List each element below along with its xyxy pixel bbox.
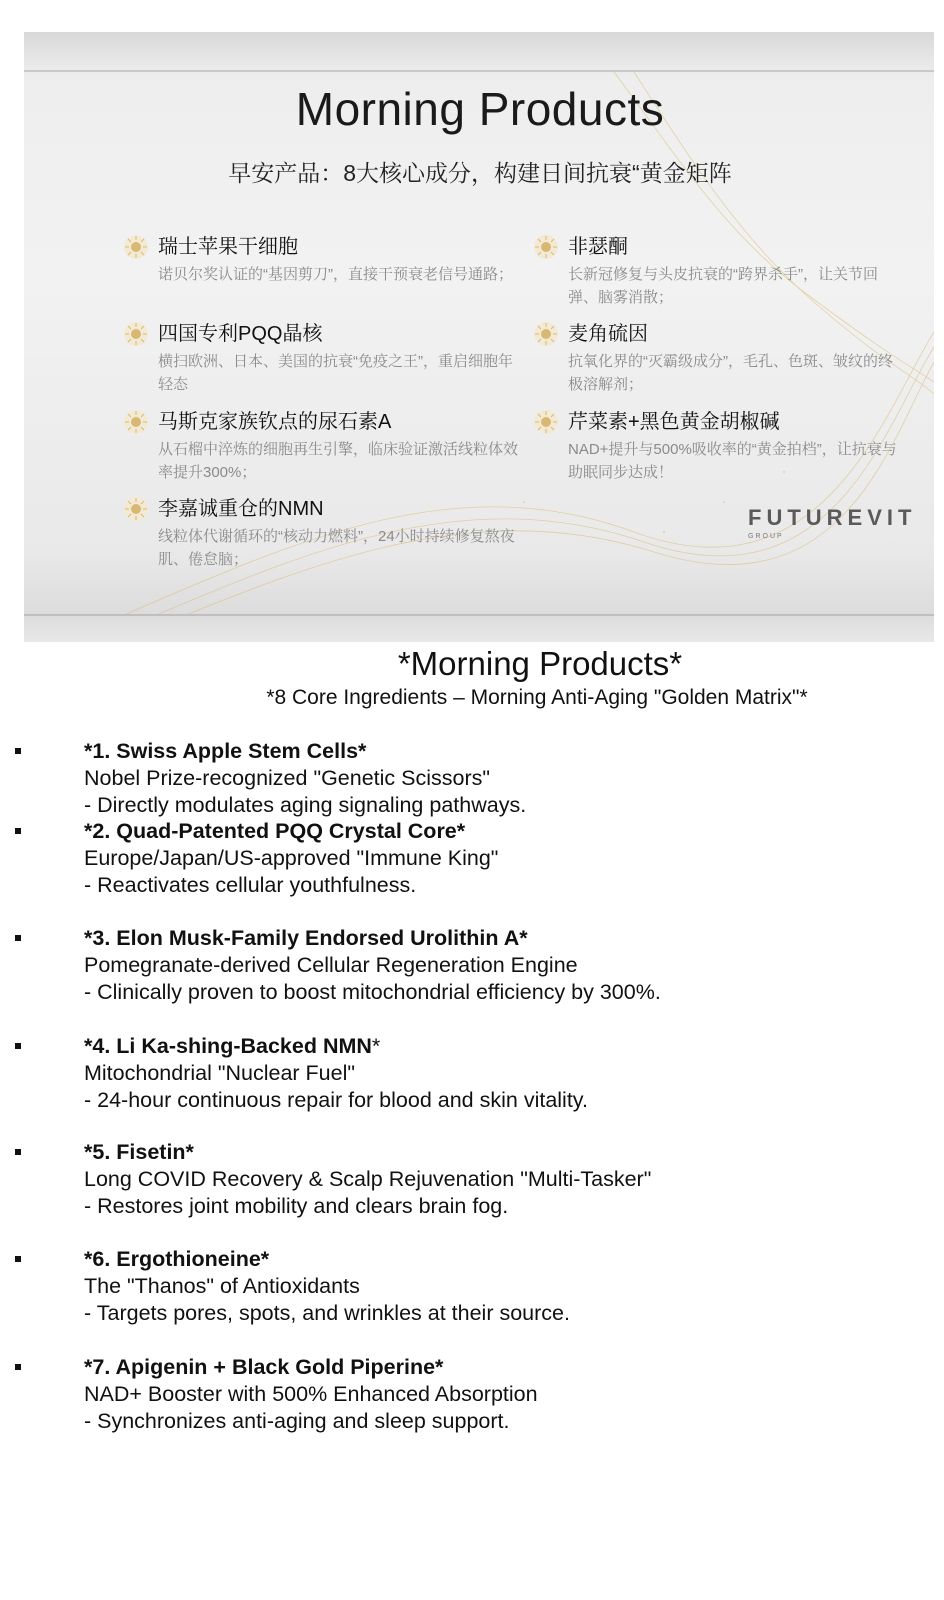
list-item bbox=[84, 1033, 904, 1114]
brand-logo: FUTUREVIT bbox=[748, 505, 917, 530]
item-line-1: The "Thanos" of Antioxidants bbox=[84, 1274, 360, 1298]
item-heading: *4. Li Ka-shing-Backed NMN* bbox=[84, 1034, 381, 1058]
banner-item-desc: 长新冠修复与头皮抗衰的“跨界杀手”，让关节回弹、脑雾消散； bbox=[568, 266, 878, 306]
banner-subtitle: 早安产品：8大核心成分，构建日间抗衰“黄金矩阵 bbox=[228, 160, 732, 186]
list-item bbox=[84, 738, 904, 819]
banner-item-2 bbox=[158, 320, 518, 396]
banner-item-3 bbox=[158, 408, 518, 484]
banner-item-name: 四国专利PQQ晶核 bbox=[158, 323, 323, 345]
bullet-icon bbox=[15, 1364, 21, 1370]
banner-item-name: 麦角硫因 bbox=[568, 323, 648, 345]
list-item bbox=[84, 818, 904, 899]
list-item bbox=[84, 1139, 904, 1220]
item-line-1: Long COVID Recovery & Scalp Rejuvenation "Multi-Tasker" bbox=[84, 1167, 652, 1191]
sun-icon bbox=[532, 320, 560, 348]
list-item bbox=[84, 1246, 904, 1327]
item-line-2: - 24-hour continuous repair for blood and skin vitality. bbox=[84, 1088, 588, 1112]
banner-item-name: 瑞士苹果干细胞 bbox=[158, 236, 298, 258]
item-heading: *1. Swiss Apple Stem Cells* bbox=[84, 739, 367, 763]
banner-item-name: 马斯克家族钦点的尿石素A bbox=[158, 411, 392, 433]
banner-item-desc: 从石榴中淬炼的细胞再生引擎，临床验证激活线粒体效率提升300%； bbox=[158, 441, 519, 481]
sun-icon bbox=[122, 320, 150, 348]
banner-item-name: 芹菜素+黑色黄金胡椒碱 bbox=[568, 411, 780, 433]
item-line-2: - Directly modulates aging signaling pathways. bbox=[84, 793, 527, 817]
banner-item-desc: 线粒体代谢循环的“核动力燃料”，24小时持续修复熬夜肌、倦怠脑； bbox=[158, 528, 515, 568]
item-line-1: Mitochondrial "Nuclear Fuel" bbox=[84, 1061, 355, 1085]
sun-icon bbox=[122, 495, 150, 523]
list-item bbox=[84, 1354, 904, 1435]
list-item bbox=[84, 925, 904, 1006]
banner-item-name: 李嘉诚重仓的NMN bbox=[158, 498, 324, 520]
bullet-icon bbox=[15, 1256, 21, 1262]
item-line-2: - Restores joint mobility and clears brain fog. bbox=[84, 1194, 509, 1218]
banner-item-5 bbox=[568, 233, 898, 309]
section-subtitle: *8 Core Ingredients – Morning Anti-Aging "Golden Matrix"* bbox=[266, 686, 808, 709]
bullet-icon bbox=[15, 1043, 21, 1049]
banner-item-7 bbox=[568, 408, 898, 484]
item-line-2: - Reactivates cellular youthfulness. bbox=[84, 873, 417, 897]
banner-item-6 bbox=[568, 320, 898, 396]
item-heading: *6. Ergothioneine* bbox=[84, 1247, 270, 1271]
item-line-1: NAD+ Booster with 500% Enhanced Absorption bbox=[84, 1382, 538, 1406]
item-line-2: - Synchronizes anti-aging and sleep support. bbox=[84, 1409, 510, 1433]
item-heading: *2. Quad-Patented PQQ Crystal Core* bbox=[84, 819, 466, 843]
bullet-icon bbox=[15, 748, 21, 754]
banner-title: Morning Products bbox=[295, 83, 665, 135]
bullet-icon bbox=[15, 1149, 21, 1155]
banner-bottom-band bbox=[24, 614, 934, 642]
item-heading: *5. Fisetin* bbox=[84, 1140, 194, 1164]
banner-item-1 bbox=[158, 233, 518, 286]
item-heading: *3. Elon Musk-Family Endorsed Urolithin A* bbox=[84, 926, 528, 950]
banner-item-desc: 横扫欧洲、日本、美国的抗衰“免疫之王”，重启细胞年轻态 bbox=[158, 353, 513, 393]
banner-item-desc: 抗氧化界的“灭霸级成分”，毛孔、色斑、皱纹的终极溶解剂； bbox=[568, 353, 893, 393]
item-line-1: Europe/Japan/US-approved "Immune King" bbox=[84, 846, 499, 870]
bullet-icon bbox=[15, 935, 21, 941]
item-line-2: - Clinically proven to boost mitochondrial efficiency by 300%. bbox=[84, 980, 661, 1004]
sun-icon bbox=[532, 233, 560, 261]
item-line-2: - Targets pores, spots, and wrinkles at their source. bbox=[84, 1301, 570, 1325]
banner-item-4 bbox=[158, 495, 518, 571]
item-heading: *7. Apigenin + Black Gold Piperine* bbox=[84, 1355, 444, 1379]
banner-item-name: 非瑟酮 bbox=[568, 236, 628, 258]
banner-item-desc: NAD+提升与500%吸收率的“黄金拍档”，让抗衰与助眠同步达成！ bbox=[568, 441, 897, 481]
banner-item-desc: 诺贝尔奖认证的“基因剪刀”，直接干预衰老信号通路； bbox=[158, 266, 513, 283]
sun-icon bbox=[122, 233, 150, 261]
sun-icon bbox=[122, 408, 150, 436]
brand-logo-sub: GROUP bbox=[748, 533, 784, 540]
sun-icon bbox=[532, 408, 560, 436]
bullet-icon bbox=[15, 828, 21, 834]
item-line-1: Nobel Prize-recognized "Genetic Scissors" bbox=[84, 766, 491, 790]
section-title: *Morning Products* bbox=[397, 645, 683, 682]
item-line-1: Pomegranate-derived Cellular Regeneration Engine bbox=[84, 953, 578, 977]
